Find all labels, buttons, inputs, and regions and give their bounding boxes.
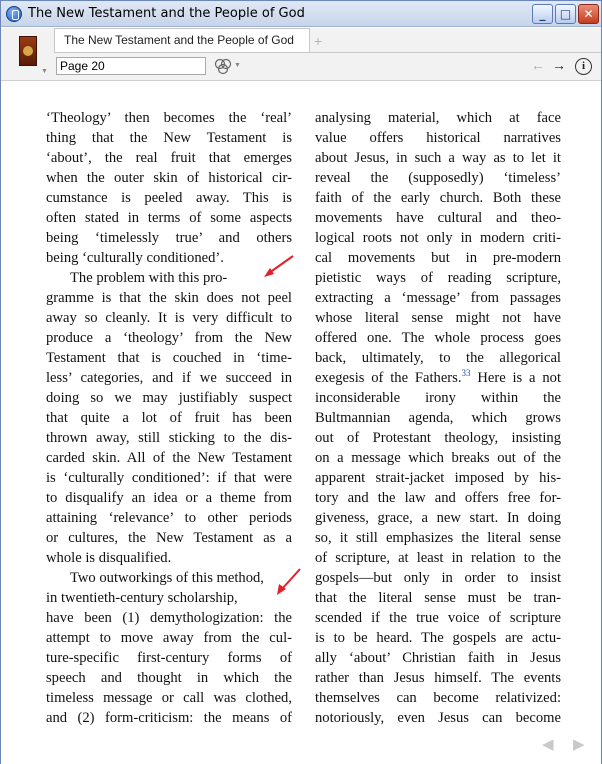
annotation-arrow-1 <box>261 254 295 280</box>
previous-page-icon[interactable]: ◀ <box>542 736 554 753</box>
text-line: on a message which breaks out of the <box>315 450 561 466</box>
text-line: Testament that is couched in ‘time- <box>46 350 292 366</box>
text-line: have been (1) demythologization: the <box>46 610 292 626</box>
text-line: ‘about’, the real fruit that emerges <box>46 150 292 166</box>
maximize-button[interactable] <box>555 4 576 24</box>
text-line: produce a ‘theology’ from the New <box>46 330 292 346</box>
parallel-resources-icon[interactable] <box>213 57 233 75</box>
tab-label: The New Testament and the People of God <box>64 33 294 47</box>
text-line: cumstance is peeled away. This is <box>46 190 292 206</box>
text-line: or cultures, the New Testament as a <box>46 530 292 546</box>
text-line: speech and thought in which the <box>46 670 292 686</box>
text-line: less’ categories, and if we succeed in <box>46 370 292 386</box>
text-line: back, ultimately, to the allegorical <box>315 350 561 366</box>
back-arrow-icon[interactable]: ← <box>531 57 545 73</box>
text-line: reveal the (supposedly) ‘timeless’ <box>315 170 561 186</box>
text-line: analysing material, which at face <box>315 110 561 126</box>
page-input[interactable] <box>56 57 206 75</box>
text-line: in twentieth-century scholarship, <box>46 590 238 606</box>
right-text-column <box>315 108 561 728</box>
text-line: gospels—but only in order to insist <box>315 570 561 586</box>
text-line: Two outworkings of this method, <box>70 570 264 586</box>
toolbar <box>1 28 601 81</box>
text-line: whole is disqualified. <box>46 550 172 566</box>
text-line: away so cleanly. It is very difficult to <box>46 310 292 326</box>
text-line: notoriously, even Jesus can become <box>315 710 561 726</box>
text-line: whose literal sense might not have <box>315 310 561 326</box>
text-line: to disqualify an idea or a theme from <box>46 490 292 506</box>
forward-arrow-icon[interactable]: → <box>552 57 566 73</box>
text-line: The problem with this pro- <box>70 270 228 286</box>
text-line: ture-specific first-century forms of <box>46 650 292 666</box>
next-page-icon[interactable]: ▶ <box>573 736 585 753</box>
chevron-down-icon[interactable]: ▼ <box>234 62 241 69</box>
text-line: timeless message or call was clothed, <box>46 690 292 706</box>
tab-book[interactable] <box>54 28 310 52</box>
text-line: value offers historical narratives <box>315 130 561 146</box>
text-line: extracting a ‘message’ from passages <box>315 290 561 306</box>
text-line: ‘Theology’ then becomes the ‘real’ <box>46 110 292 126</box>
text-line: Bultmannian agenda, which grows <box>315 410 561 426</box>
app-icon <box>6 6 22 22</box>
text-line: and (2) form-criticism: the means of <box>46 710 292 726</box>
text-line: that the literal sense must be tran- <box>315 590 561 606</box>
text-line: so, it still emphasizes the literal sense <box>315 530 561 546</box>
text-line: scended if the true voice of scripture <box>315 610 561 626</box>
info-icon[interactable]: i <box>575 58 592 75</box>
add-tab-button[interactable]: + <box>314 33 323 49</box>
footnote-link[interactable]: 33 <box>461 368 471 379</box>
reading-pane[interactable] <box>1 82 601 764</box>
annotation-arrow-2 <box>273 567 303 597</box>
text-line: attempt to move away from the cul- <box>46 630 292 646</box>
text-line: offered one. The whole process goes <box>315 330 561 346</box>
text-line: ally ‘about’ Christian faith in Jesus <box>315 650 561 666</box>
text-line: tory and the law and offers free for- <box>315 490 561 506</box>
tab-divider <box>54 52 601 53</box>
text-line: doing so we may justifiably suspect <box>46 390 292 406</box>
title-bar <box>1 1 601 27</box>
book-cover-thumbnail[interactable] <box>19 36 37 66</box>
text-line: when the outer skin of historical cir- <box>46 170 292 186</box>
text-line: pietistic ways of reading scripture, <box>315 270 561 286</box>
text-line: often stated in terms of some aspects <box>46 210 292 226</box>
text-line: is to be heard. The gospels are actu- <box>315 630 561 646</box>
text-line: of scripture, at least in relation to the <box>315 550 561 566</box>
text-line: carded skin. All of the New Testament <box>46 450 292 466</box>
minimize-button[interactable] <box>532 4 553 24</box>
text-line-tail: Here is a not <box>470 370 561 386</box>
text-line: attaining ‘relevance’ to other periods <box>46 510 292 526</box>
window-title: The New Testament and the People of God <box>28 6 305 21</box>
chevron-down-icon[interactable]: ▼ <box>41 68 48 75</box>
maximize-icon: □ <box>559 7 572 21</box>
text-line: themselves can become relativized: <box>315 690 561 706</box>
text-line: exegesis of the Fathers. <box>315 370 462 386</box>
text-line: thrown away, still sticking to the dis- <box>46 430 292 446</box>
text-line: that quite a lot of fruit has been <box>46 410 292 426</box>
text-line: gramme is that the skin does not peel <box>46 290 292 306</box>
text-line: movements have cultural and theo- <box>315 210 561 226</box>
text-line: thing that the New Testament is <box>46 130 292 146</box>
minimize-icon: _ <box>539 7 546 21</box>
close-icon: ✕ <box>583 7 594 21</box>
text-line: being ‘culturally conditioned’. <box>46 250 224 266</box>
text-line-with-footnote <box>315 368 561 388</box>
text-line: out of Protestant theology, insisting <box>315 430 561 446</box>
text-line: faith of the early church. Both these <box>315 190 561 206</box>
text-line: apparent strait-jacket imposed by his- <box>315 470 561 486</box>
text-line: logical roots not only in modern criti- <box>315 230 561 246</box>
text-line: inconsiderable irony within the <box>315 390 561 406</box>
left-text-column <box>46 108 292 728</box>
close-button[interactable] <box>578 4 599 24</box>
text-line: rather than Jesus himself. The events <box>315 670 561 686</box>
text-line: is ‘culturally conditioned’: if that were <box>46 470 292 486</box>
text-line: cal movements but in pre-modern <box>315 250 561 266</box>
text-line: giveness, grace, a new start. In doing <box>315 510 561 526</box>
text-line: being ‘timelessly true’ and others <box>46 230 292 246</box>
text-line: about Jesus, in such a way as to let it <box>315 150 561 166</box>
